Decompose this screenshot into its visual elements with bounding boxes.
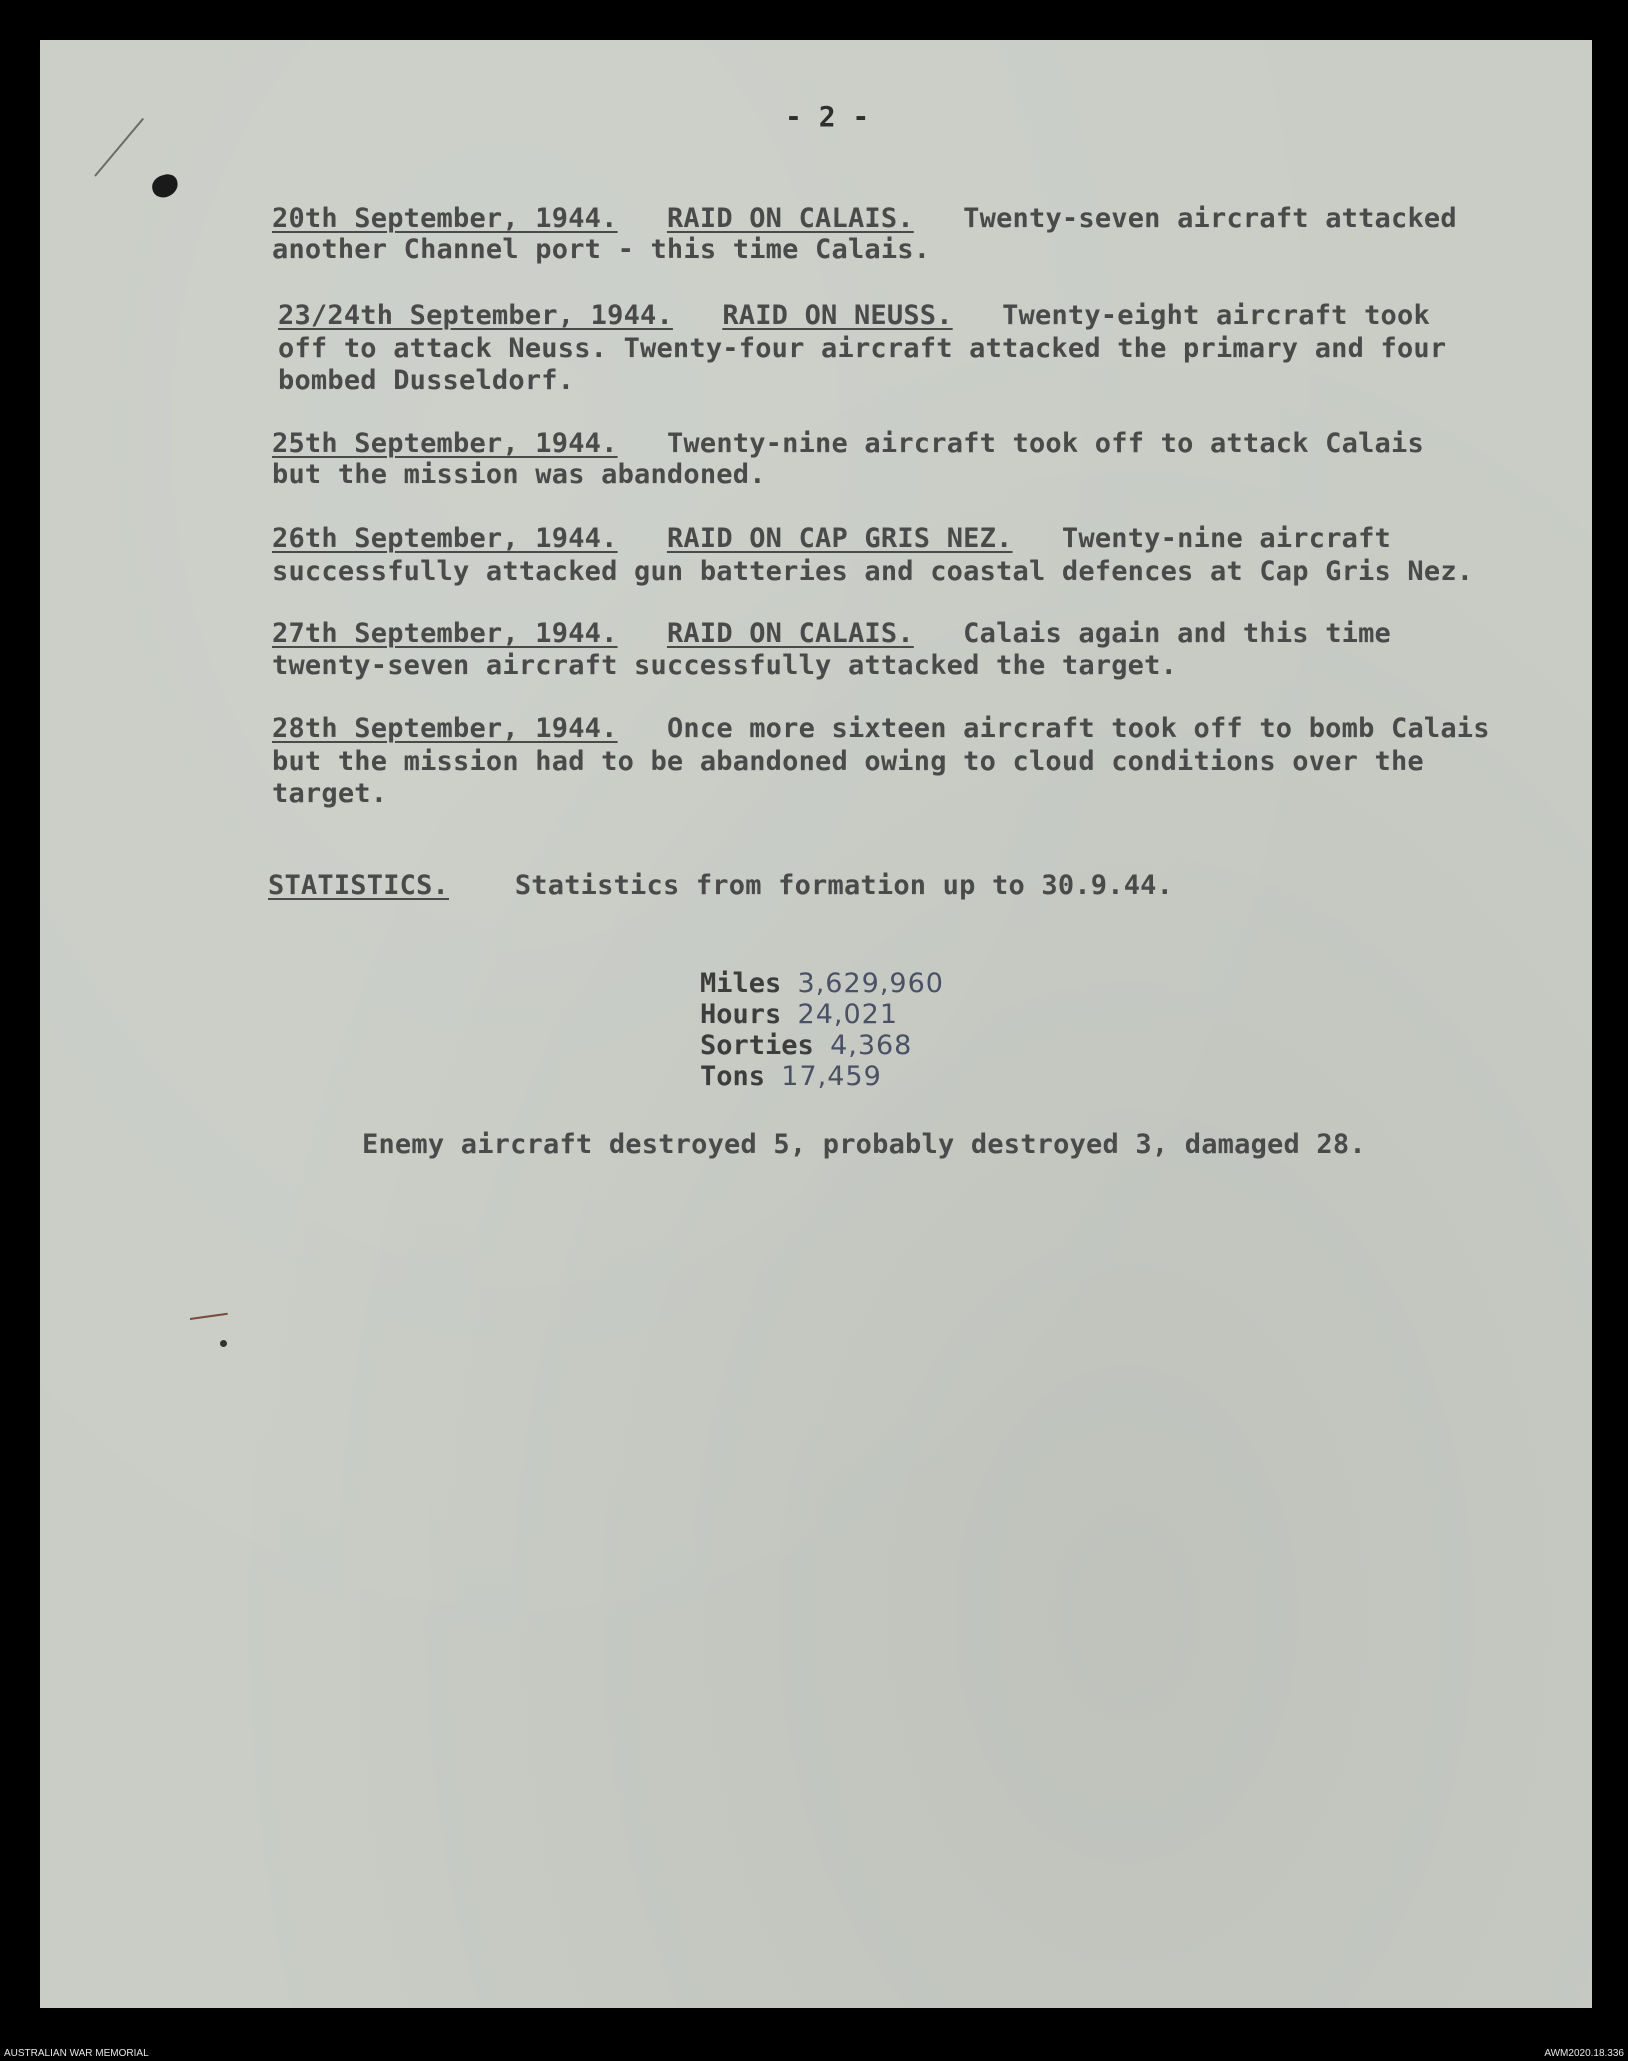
stat-hours (700, 999, 944, 1030)
stat-label: Tons (700, 1061, 766, 1092)
entry-3-text-1: Twenty-nine aircraft took off to attack Calais (666, 428, 1424, 459)
entry-5-text-2: twenty-seven aircraft successfully attacked the target. (272, 650, 1178, 681)
stat-label: Miles (700, 968, 782, 999)
entry-3-line-1 (272, 428, 1424, 459)
entry-6-line-1 (272, 713, 1490, 744)
entry-1-date: 20th September, 1944. (272, 203, 618, 234)
entry-6-text-1: Once more sixteen aircraft took off to bomb Calais (666, 713, 1490, 744)
stat-value: 24,021 (797, 999, 899, 1030)
entry-5-date: 27th September, 1944. (272, 618, 618, 649)
entry-6-text-2: but the mission had to be abandoned owing to cloud conditions over the (272, 746, 1424, 777)
statistics-line (268, 870, 1173, 901)
entry-2-text-2: off to attack Neuss. Twenty-four aircraft attacked the primary and four (278, 333, 1447, 364)
entry-1-title: RAID ON CALAIS. (666, 203, 914, 234)
stat-label: Hours (700, 999, 782, 1030)
entry-4-text-1: Twenty-nine aircraft (1061, 523, 1392, 554)
stat-value: 4,368 (830, 1030, 913, 1061)
statistics-list (700, 968, 944, 1092)
stat-tons (700, 1061, 944, 1092)
entry-1-text-2: another Channel port - this time Calais. (272, 234, 931, 265)
footer-institution: AUSTRALIAN WAR MEMORIAL (4, 2048, 149, 2059)
enemy-aircraft-summary: Enemy aircraft destroyed 5, probably destroyed 3, damaged 28. (362, 1129, 1366, 1160)
entry-5-line-1 (272, 618, 1391, 649)
entry-6-date: 28th September, 1944. (272, 713, 618, 744)
entry-2-text-1: Twenty-eight aircraft took (1002, 300, 1430, 331)
stat-miles (700, 968, 944, 999)
statistics-heading: STATISTICS. (268, 870, 450, 901)
entry-4-line-1 (272, 523, 1391, 554)
entry-2-title: RAID ON NEUSS. (722, 300, 953, 331)
statistics-intro: Statistics from formation up to 30.9.44. (514, 870, 1174, 901)
entry-5-text-1: Calais again and this time (963, 618, 1392, 649)
page-number: - 2 - (785, 100, 870, 133)
entry-2-text-3: bombed Dusseldorf. (278, 365, 575, 396)
entry-5-title: RAID ON CALAIS. (666, 618, 914, 649)
entry-4-text-2: successfully attacked gun batteries and coastal defences at Cap Gris Nez. (272, 556, 1474, 587)
entry-3-text-2: but the mission was abandoned. (272, 459, 766, 490)
ink-dot (220, 1340, 227, 1347)
entry-2-date: 23/24th September, 1944. (278, 300, 673, 331)
stat-sorties (700, 1030, 944, 1061)
entry-4-date: 26th September, 1944. (272, 523, 618, 554)
stat-value: 3,629,960 (797, 968, 944, 999)
entry-4-title: RAID ON CAP GRIS NEZ. (666, 523, 1013, 554)
entry-1-text-1: Twenty-seven aircraft attacked (963, 203, 1457, 234)
entry-2-line-1 (278, 300, 1430, 331)
footer-accession-number: AWM2020.18.336 (1544, 2048, 1624, 2059)
stat-value: 17,459 (781, 1061, 882, 1092)
stat-label: Sorties (700, 1030, 814, 1061)
entry-6-text-3: target. (272, 778, 388, 809)
entry-1-line-1 (272, 203, 1457, 234)
entry-3-date: 25th September, 1944. (272, 428, 618, 459)
